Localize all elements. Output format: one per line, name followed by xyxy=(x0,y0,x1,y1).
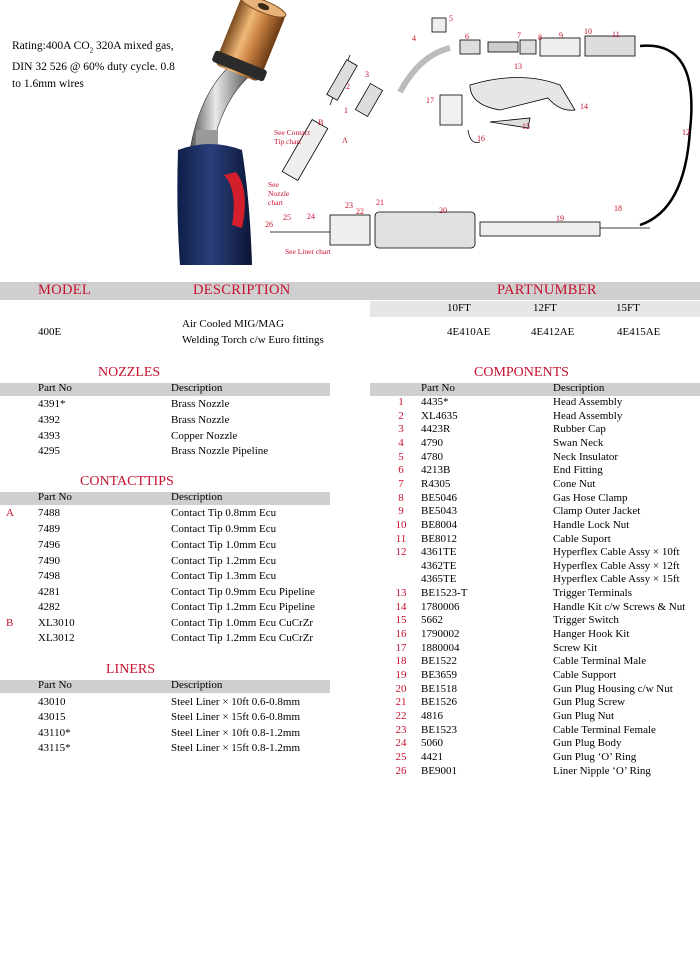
product-illustration xyxy=(0,0,700,265)
component-part: BE5043 xyxy=(421,505,458,517)
callout-2: 2 xyxy=(346,82,350,91)
note-nozzle: See Nozzle chart xyxy=(268,180,290,207)
component-desc: Hyperflex Cable Assy × 15ft xyxy=(553,573,680,585)
nozzle-part: 4393 xyxy=(38,430,60,442)
component-desc: Trigger Switch xyxy=(553,614,619,626)
callout-20: 20 xyxy=(439,206,447,215)
component-number: 1 xyxy=(398,396,404,408)
nozzle-part: 4392 xyxy=(38,414,60,426)
nozzle-desc: Copper Nozzle xyxy=(171,430,238,442)
callout-3: 3 xyxy=(365,70,369,79)
component-desc: Gun Plug Housing c/w Nut xyxy=(553,683,673,695)
callout-9: 9 xyxy=(559,31,563,40)
component-desc: Handle Lock Nut xyxy=(553,519,630,531)
component-desc: Gas Hose Clamp xyxy=(553,492,628,504)
components-h-desc: Description xyxy=(553,382,605,394)
component-desc: Liner Nipple ‘O’ Ring xyxy=(553,765,651,777)
component-number: 21 xyxy=(395,696,407,708)
component-desc: Cone Nut xyxy=(553,478,596,490)
callout-14: 14 xyxy=(580,102,588,111)
liners-title: LINERS xyxy=(106,662,155,677)
callout-A: A xyxy=(342,136,348,145)
component-desc: Cable Support xyxy=(553,669,617,681)
callout-5: 5 xyxy=(449,14,453,23)
tip-part: 7489 xyxy=(38,523,60,535)
component-number: 19 xyxy=(395,669,407,681)
component-desc: Gun Plug Screw xyxy=(553,696,626,708)
tip-part: 7488 xyxy=(38,507,60,519)
note-liner: See Liner chart xyxy=(285,247,331,256)
component-desc: Cable Terminal Male xyxy=(553,655,647,667)
liner-desc: Steel Liner × 10ft 0.6-0.8mm xyxy=(171,696,301,708)
model-desc-line1: Air Cooled MIG/MAG xyxy=(182,318,285,330)
component-number: 25 xyxy=(395,751,407,763)
part-12ft: 4E412AE xyxy=(531,326,575,338)
liner-part: 43010 xyxy=(38,696,66,708)
component-part: 4816 xyxy=(421,710,443,722)
callout-19: 19 xyxy=(556,214,564,223)
component-desc: Hanger Hook Kit xyxy=(553,628,630,640)
callout-22: 22 xyxy=(356,207,364,216)
component-desc: Rubber Cap xyxy=(553,423,606,435)
callout-25: 25 xyxy=(283,213,291,222)
callout-6: 6 xyxy=(465,32,469,41)
component-desc: Gun Plug Body xyxy=(553,737,622,749)
tip-part: 4281 xyxy=(38,586,60,598)
partnumber-header: PARTNUMBER xyxy=(497,282,597,298)
contacttips-h-desc: Description xyxy=(171,491,223,503)
tip-part: 4282 xyxy=(38,601,60,613)
component-part: 4423R xyxy=(421,423,451,435)
component-number: 5 xyxy=(398,451,404,463)
tip-label: B xyxy=(6,617,14,629)
liner-desc: Steel Liner × 15ft 0.8-1.2mm xyxy=(171,742,301,754)
tip-desc: Contact Tip 0.8mm Ecu xyxy=(171,507,277,519)
rating-line3: to 1.6mm wires xyxy=(12,78,84,91)
contacttips-h-part: Part No xyxy=(38,491,72,503)
callout-18: 18 xyxy=(614,204,622,213)
rating-line1: Rating:400A CO xyxy=(12,40,90,52)
callout-12: 12 xyxy=(682,128,690,137)
callout-21: 21 xyxy=(376,198,384,207)
contacttips-title: CONTACTTIPS xyxy=(80,474,174,489)
component-desc: Gun Plug ‘O’ Ring xyxy=(553,751,637,763)
tip-part: XL3012 xyxy=(38,632,75,644)
component-part: BE1523-T xyxy=(421,587,468,599)
component-part: 4365TE xyxy=(421,573,457,585)
component-part: 4780 xyxy=(421,451,443,463)
component-desc: Swan Neck xyxy=(553,437,604,449)
tip-desc: Contact Tip 1.0mm Ecu CuCrZr xyxy=(171,617,314,629)
component-number: 11 xyxy=(395,533,407,545)
component-number: 24 xyxy=(395,737,407,749)
component-number: 10 xyxy=(395,519,407,531)
callout-26: 26 xyxy=(265,220,273,229)
component-desc: End Fitting xyxy=(553,464,603,476)
component-number: 3 xyxy=(398,423,404,435)
component-part: 1790002 xyxy=(421,628,460,640)
rating-text xyxy=(12,38,202,93)
component-number: 8 xyxy=(398,492,404,504)
tip-desc: Contact Tip 1.2mm Ecu xyxy=(171,555,277,567)
tip-desc: Contact Tip 0.9mm Ecu Pipeline xyxy=(171,586,315,598)
callout-4: 4 xyxy=(412,34,416,43)
components-title: COMPONENTS xyxy=(474,365,569,380)
callout-10: 10 xyxy=(584,27,592,36)
liners-h-desc: Description xyxy=(171,679,223,691)
length-15ft: 15FT xyxy=(616,302,640,314)
model-header: MODEL xyxy=(38,282,92,298)
callout-11: 11 xyxy=(612,30,620,39)
tip-desc: Contact Tip 1.3mm Ecu xyxy=(171,570,277,582)
callout-23: 23 xyxy=(345,201,353,210)
component-part: 4362TE xyxy=(421,560,457,572)
component-desc: Screw Kit xyxy=(553,642,598,654)
component-desc: Gun Plug Nut xyxy=(553,710,615,722)
component-part: BE8012 xyxy=(421,533,458,545)
component-desc: Head Assembly xyxy=(553,410,623,422)
callout-7: 7 xyxy=(517,31,521,40)
nozzles-title: NOZZLES xyxy=(98,365,161,380)
nozzle-desc: Brass Nozzle Pipeline xyxy=(171,445,269,457)
component-desc: Cable Terminal Female xyxy=(553,724,656,736)
component-number: 12 xyxy=(395,546,407,558)
component-part: BE1518 xyxy=(421,683,458,695)
tip-part: 7498 xyxy=(38,570,60,582)
component-number: 22 xyxy=(395,710,407,722)
component-desc: Handle Kit c/w Screws & Nut xyxy=(553,601,686,613)
nozzle-desc: Brass Nozzle xyxy=(171,398,230,410)
component-part: BE1522 xyxy=(421,655,458,667)
component-part: BE1523 xyxy=(421,724,458,736)
model-desc-line2: Welding Torch c/w Euro fittings xyxy=(182,334,324,346)
nozzles-h-desc: Description xyxy=(171,382,223,394)
component-part: 1780006 xyxy=(421,601,460,613)
component-desc: Hyperflex Cable Assy × 10ft xyxy=(553,546,680,558)
component-part: 1880004 xyxy=(421,642,460,654)
liner-desc: Steel Liner × 10ft 0.8-1.2mm xyxy=(171,727,301,739)
component-number: 7 xyxy=(398,478,404,490)
callout-24: 24 xyxy=(307,212,315,221)
nozzle-desc: Brass Nozzle xyxy=(171,414,230,426)
component-number: 15 xyxy=(395,614,407,626)
length-10ft: 10FT xyxy=(447,302,471,314)
component-number: 23 xyxy=(395,724,407,736)
liner-desc: Steel Liner × 15ft 0.6-0.8mm xyxy=(171,711,301,723)
component-desc: Cable Suport xyxy=(553,533,611,545)
component-number: 13 xyxy=(395,587,407,599)
component-part: 4361TE xyxy=(421,546,457,558)
component-desc: Hyperflex Cable Assy × 12ft xyxy=(553,560,680,572)
component-number: 14 xyxy=(395,601,407,613)
tip-part: XL3010 xyxy=(38,617,75,629)
tip-part: 7490 xyxy=(38,555,60,567)
component-number: 16 xyxy=(395,628,407,640)
component-number: 6 xyxy=(398,464,404,476)
rating-co2-subscript: 2 xyxy=(89,46,94,55)
callout-15: 15 xyxy=(522,122,530,131)
component-part: BE1526 xyxy=(421,696,458,708)
note-contact-tip: See Contact Tip chart xyxy=(274,128,311,146)
components-colhdr xyxy=(370,383,700,396)
component-number: 18 xyxy=(395,655,407,667)
liners-h-part: Part No xyxy=(38,679,72,691)
component-desc: Clamp Outer Jacket xyxy=(553,505,641,517)
callout-B: B xyxy=(318,118,324,127)
component-part: BE8004 xyxy=(421,519,458,531)
component-part: 4421 xyxy=(421,751,443,763)
tip-part: 7496 xyxy=(38,539,60,551)
component-part: 4790 xyxy=(421,437,443,449)
rating-line2: DIN 32 526 @ 60% duty cycle. 0.8 xyxy=(12,61,175,74)
tip-desc: Contact Tip 1.2mm Ecu Pipeline xyxy=(171,601,315,613)
callout-16: 16 xyxy=(477,134,485,143)
callout-13: 13 xyxy=(514,62,522,71)
component-part: BE3659 xyxy=(421,669,458,681)
description-header: DESCRIPTION xyxy=(193,282,291,298)
component-part: 4435* xyxy=(421,396,449,408)
tip-desc: Contact Tip 0.9mm Ecu xyxy=(171,523,277,535)
rating-line1-rest: 320A mixed gas, xyxy=(93,40,174,52)
liner-part: 43115* xyxy=(38,742,71,754)
nozzles-h-part: Part No xyxy=(38,382,72,394)
component-part: 5060 xyxy=(421,737,443,749)
nozzle-part: 4391* xyxy=(38,398,66,410)
component-part: 5662 xyxy=(421,614,443,626)
component-part: XL4635 xyxy=(421,410,458,422)
component-desc: Neck Insulator xyxy=(553,451,619,463)
component-part: BE5046 xyxy=(421,492,458,504)
length-12ft: 12FT xyxy=(533,302,557,314)
component-part: R4305 xyxy=(421,478,451,490)
tip-label: A xyxy=(6,507,14,519)
components-h-part: Part No xyxy=(421,382,455,394)
component-number: 20 xyxy=(395,683,407,695)
callout-17: 17 xyxy=(426,96,434,105)
component-desc: Trigger Terminals xyxy=(553,587,632,599)
part-15ft: 4E415AE xyxy=(617,326,661,338)
component-number: 26 xyxy=(395,765,407,777)
liner-part: 43110* xyxy=(38,727,71,739)
component-part: 4213B xyxy=(421,464,451,476)
callout-8: 8 xyxy=(538,33,542,42)
component-number: 2 xyxy=(398,410,404,422)
callout-1: 1 xyxy=(344,106,348,115)
component-number: 9 xyxy=(398,505,404,517)
component-desc: Head Assembly xyxy=(553,396,623,408)
component-number: 17 xyxy=(395,642,407,654)
model-value: 400E xyxy=(38,326,62,338)
part-10ft: 4E410AE xyxy=(447,326,491,338)
liner-part: 43015 xyxy=(38,711,66,723)
nozzle-part: 4295 xyxy=(38,445,60,457)
component-number: 4 xyxy=(398,437,404,449)
component-part: BE9001 xyxy=(421,765,458,777)
tip-desc: Contact Tip 1.2mm Ecu CuCrZr xyxy=(171,632,314,644)
tip-desc: Contact Tip 1.0mm Ecu xyxy=(171,539,277,551)
